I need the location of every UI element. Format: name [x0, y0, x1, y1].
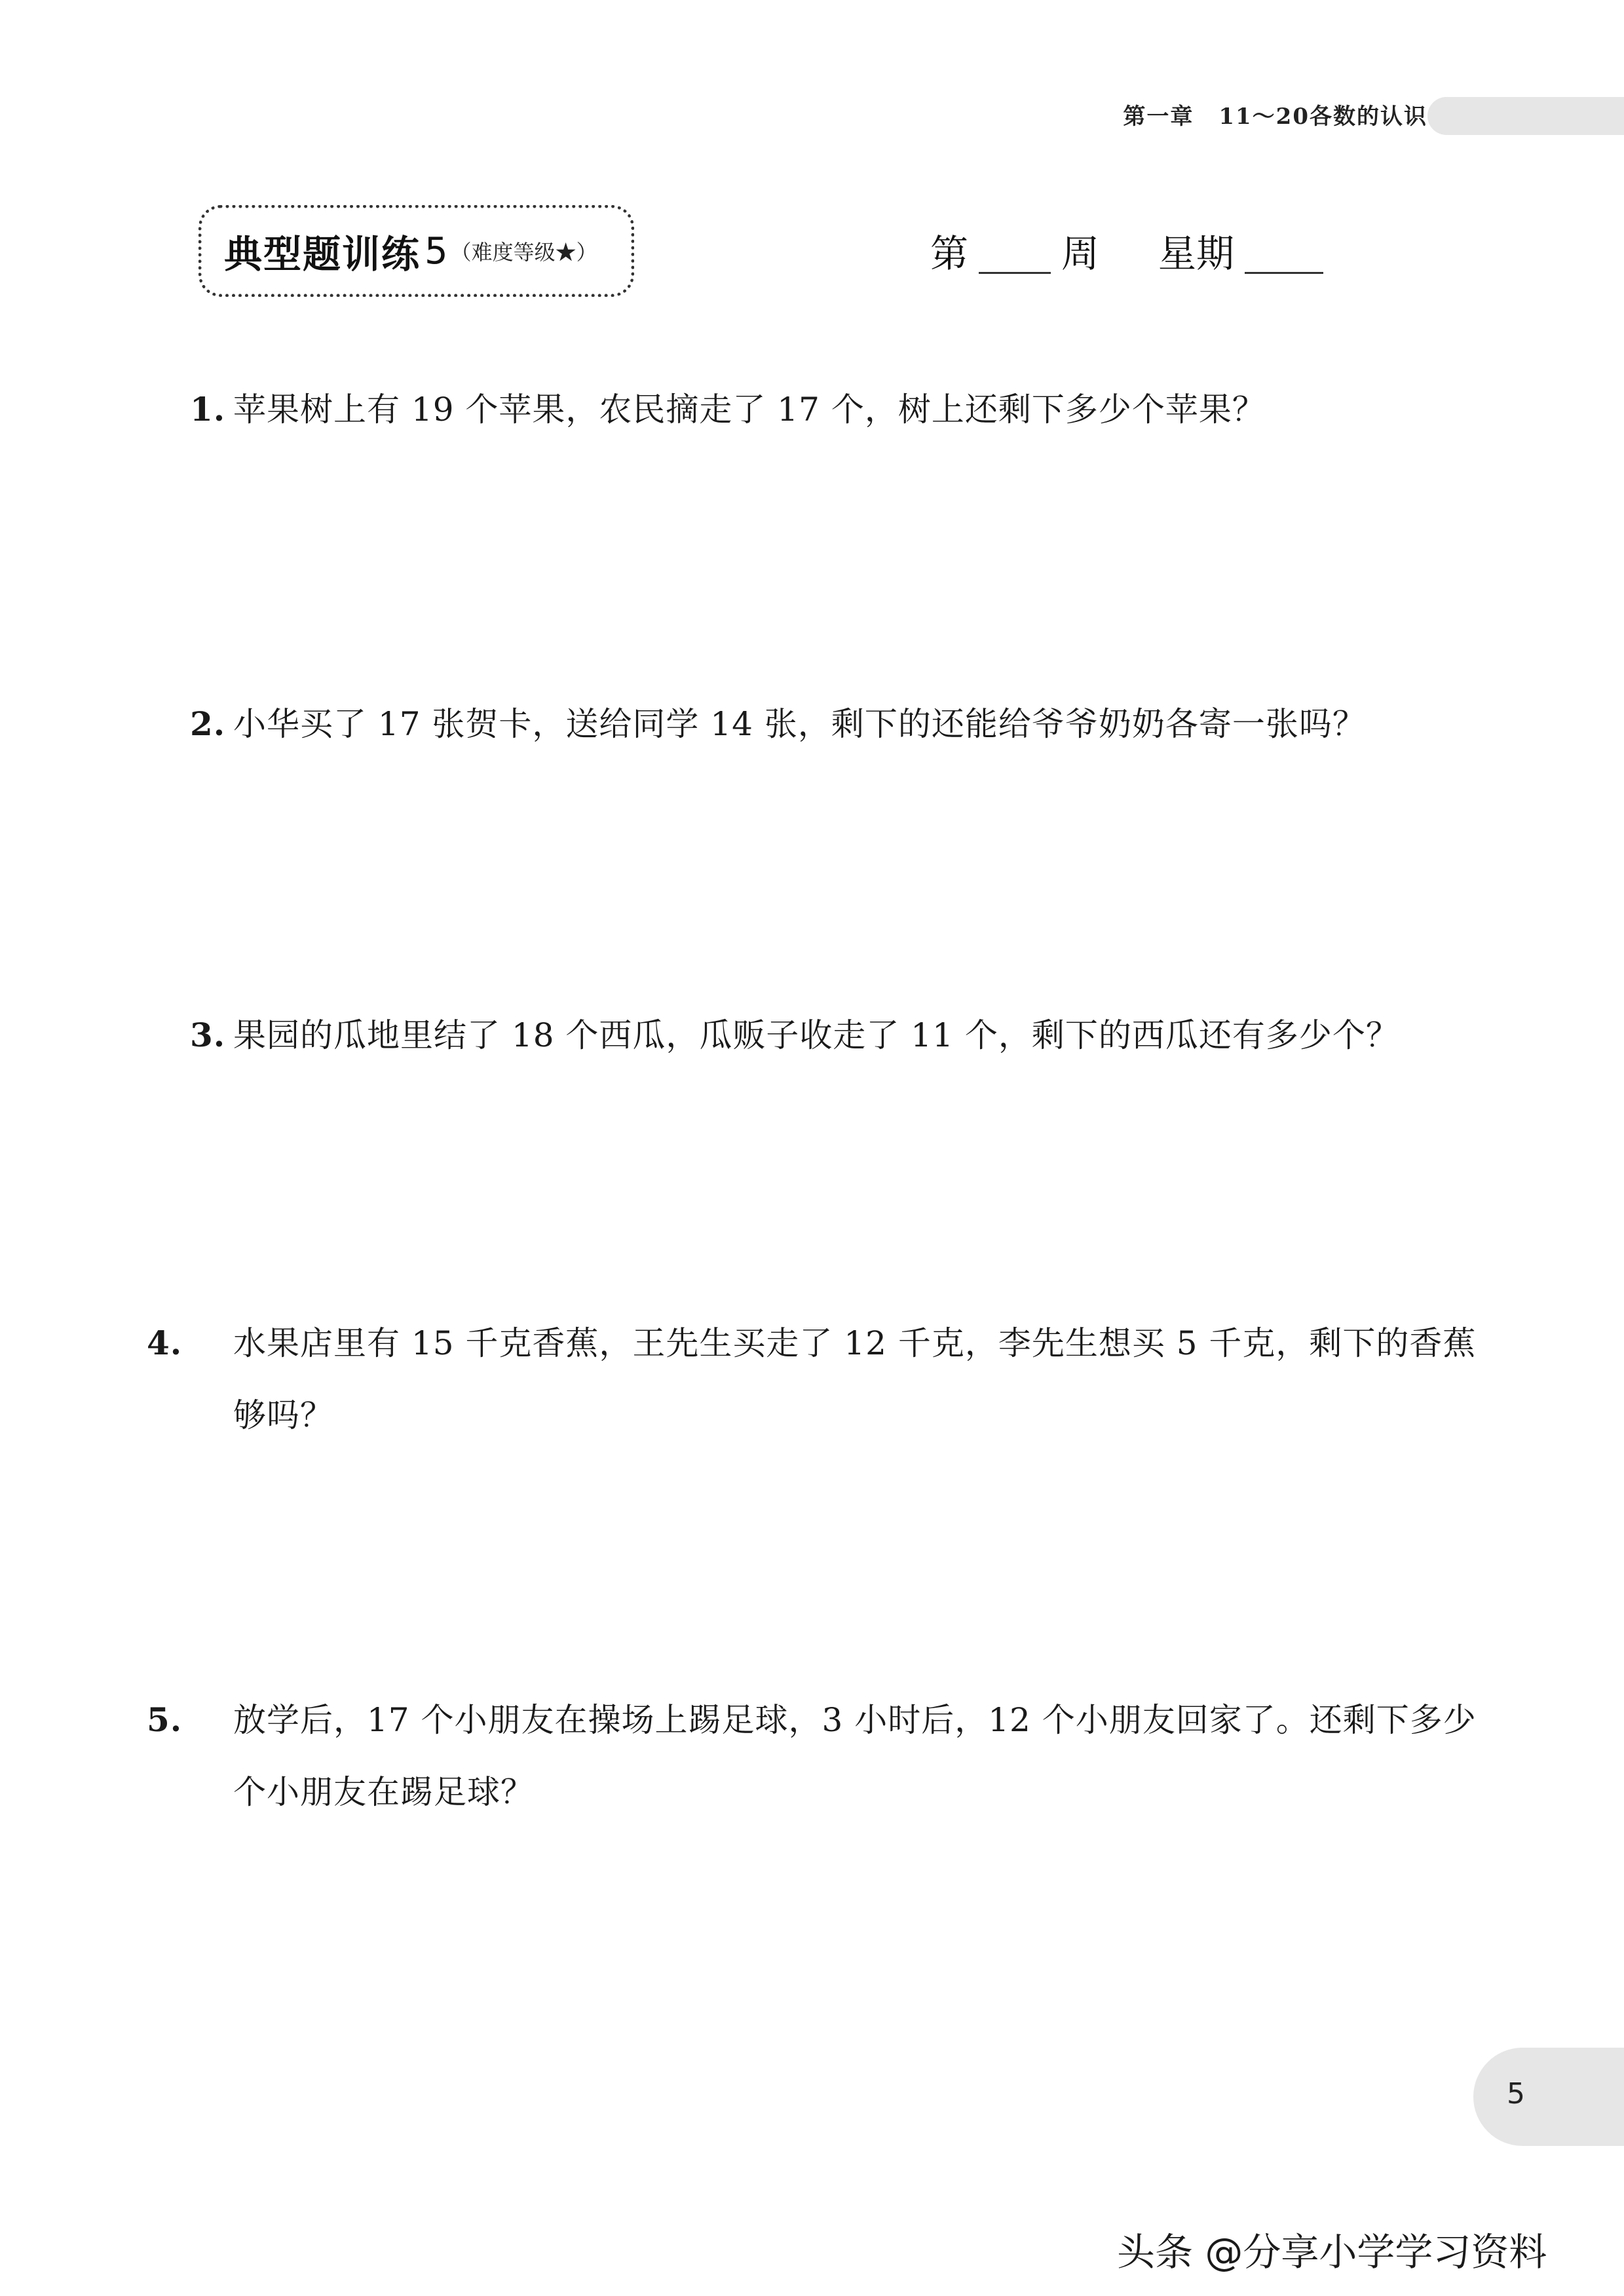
chapter-tab [1427, 97, 1624, 135]
question-number: 3. [190, 1016, 226, 1054]
page-number: 5 [1507, 2077, 1525, 2111]
question-number: 5. [147, 1700, 183, 1739]
question-number: 1. [190, 390, 226, 429]
exercise-number: 5 [425, 229, 448, 273]
question-3 [190, 999, 1435, 1071]
chapter-topic: 11～20各数的认识 [1218, 104, 1427, 130]
week-suffix: 周 [1061, 231, 1100, 276]
question-text: 水果店里有 15 千克香蕉，王先生买走了 12 千克，李先生想买 5 千克，剩下的香蕉够吗？ [233, 1324, 1477, 1434]
week-prefix: 第 [930, 231, 969, 276]
question-text: 放学后，17 个小朋友在操场上踢足球，3 小时后，12 个小朋友回家了。还剩下多少个小朋友在踢足球？ [233, 1701, 1477, 1811]
question-text: 果园的瓜地里结了 18 个西瓜，瓜贩子收走了 11 个，剩下的西瓜还有多少个？ [233, 1016, 1399, 1054]
question-1 [190, 373, 1435, 446]
exercise-heading-box [198, 205, 634, 297]
page-number-tab [1473, 2048, 1624, 2146]
week-blank[interactable] [979, 234, 1051, 274]
question-5 [147, 1684, 1478, 1828]
difficulty-level: （难度等级★） [450, 240, 597, 265]
chapter-title [1123, 98, 1427, 130]
chapter-label: 第一章 [1123, 104, 1194, 130]
weekday-blank[interactable] [1245, 234, 1323, 274]
question-number: 4. [147, 1324, 183, 1362]
weekday-label: 星期 [1158, 231, 1235, 276]
watermark: 头条 @分享小学学习资料 [1117, 2230, 1547, 2274]
question-text: 小华买了 17 张贺卡，送给同学 14 张，剩下的还能给爷爷奶奶各寄一张吗？ [233, 705, 1366, 743]
question-4 [147, 1307, 1478, 1451]
question-text: 苹果树上有 19 个苹果，农民摘走了 17 个，树上还剩下多少个苹果？ [233, 391, 1266, 429]
question-number: 2. [190, 704, 226, 743]
exercise-title: 典型题训练 [224, 232, 421, 277]
schedule-line [930, 223, 1334, 278]
question-2 [190, 688, 1435, 760]
